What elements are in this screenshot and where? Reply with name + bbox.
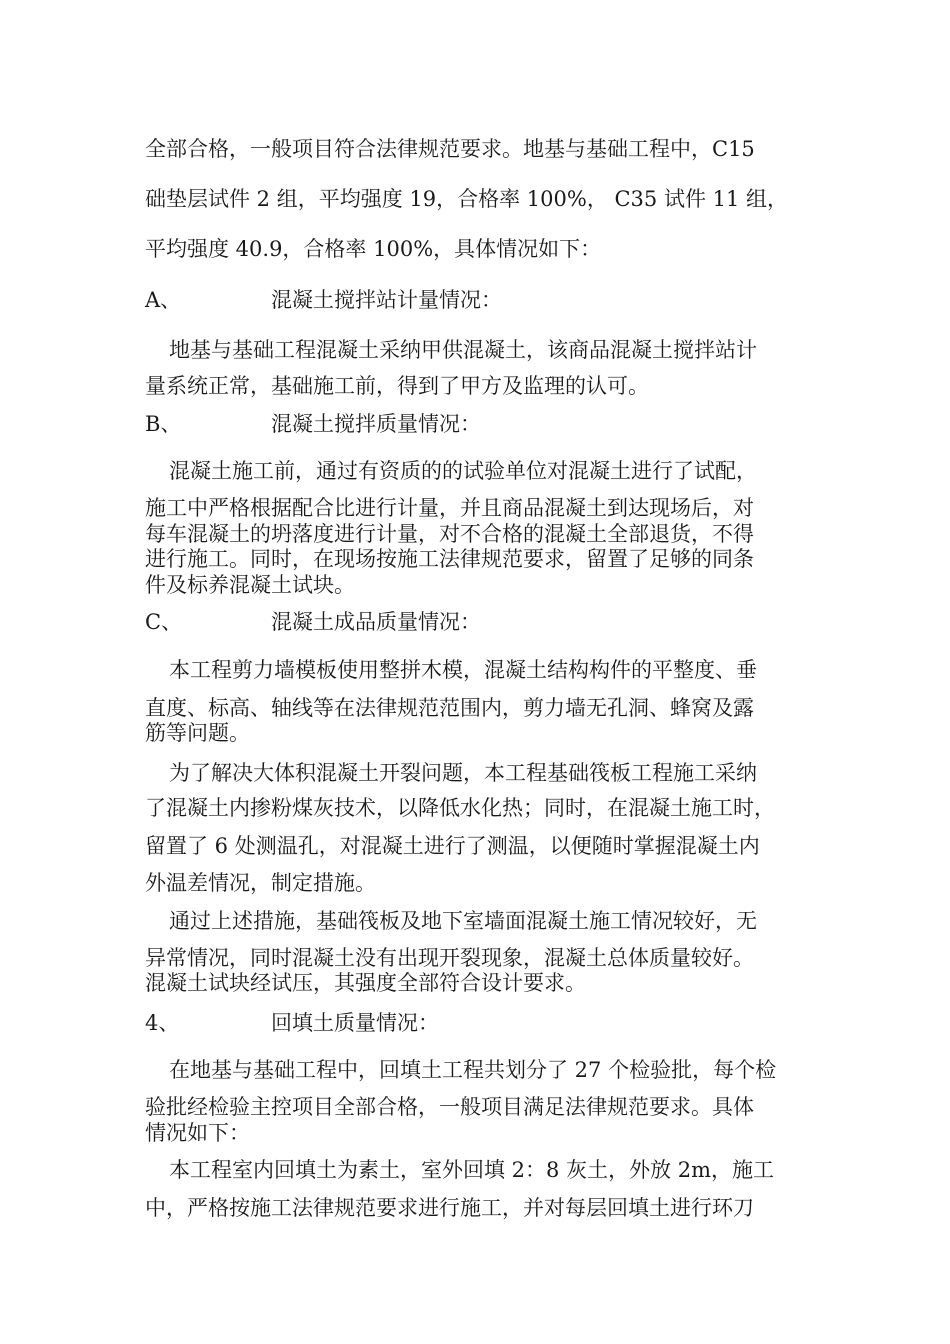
text-line: 了混凝土内掺粉煤灰技术，以降低水化热；同时，在混凝土施工时， xyxy=(145,796,775,820)
section-title: 混凝土搅拌站计量情况： xyxy=(271,288,502,312)
text-line: 平均强度 40.9，合格率 100%，具体情况如下： xyxy=(145,237,602,261)
section-marker: B、 xyxy=(145,412,182,436)
section-title: 混凝土搅拌质量情况： xyxy=(271,412,481,436)
text-line: 全部合格，一般项目符合法律规范要求。地基与基础工程中，C15 xyxy=(145,137,755,161)
text-line: 量系统正常，基础施工前，得到了甲方及监理的认可。 xyxy=(145,374,649,398)
text-line: 本工程剪力墙模板使用整拼木模，混凝土结构构件的平整度、垂 xyxy=(169,658,757,682)
text-line: 在地基与基础工程中，回填土工程共划分了 27 个检验批，每个检 xyxy=(169,1058,777,1082)
text-line: 中，严格按施工法律规范要求进行施工，并对每层回填土进行环刀 xyxy=(145,1196,754,1220)
text-line: 异常情况，同时混凝土没有出现开裂现象，混凝土总体质量较好。 xyxy=(145,946,754,970)
text-line: 通过上述措施，基础筏板及地下室墙面混凝土施工情况较好，无 xyxy=(169,909,757,933)
text-line: 每车混凝土的坍落度进行计量，对不合格的混凝土全部退货，不得 xyxy=(145,522,754,546)
text-line: 筋等问题。 xyxy=(145,721,250,745)
section-marker: A、 xyxy=(145,288,182,312)
section-marker: 4、 xyxy=(145,1011,180,1035)
section-title: 回填土质量情况： xyxy=(271,1011,439,1035)
text-line: 进行施工。同时，在现场按施工法律规范要求，留置了足够的同条 xyxy=(145,547,754,571)
section-heading-a xyxy=(145,287,825,313)
text-line: 外温差情况，制定措施。 xyxy=(145,871,376,895)
text-line: 础垫层试件 2 组，平均强度 19，合格率 100%， C35 试件 11 组， xyxy=(145,187,789,211)
text-line: 直度、标高、轴线等在法律规范范围内，剪力墙无孔洞、蜂窝及露 xyxy=(145,696,754,720)
text-line: 件及标养混凝土试块。 xyxy=(145,573,355,597)
text-line: 为了解决大体积混凝土开裂问题，本工程基础筏板工程施工采纳 xyxy=(169,761,757,785)
text-line: 混凝土试块经试压，其强度全部符合设计要求。 xyxy=(145,971,586,995)
text-line: 本工程室内回填土为素土，室外回填 2：8 灰土，外放 2m，施工 xyxy=(169,1158,775,1182)
text-line: 验批经检验主控项目全部合格，一般项目满足法律规范要求。具体 xyxy=(145,1095,754,1119)
section-title: 混凝土成品质量情况： xyxy=(271,610,481,634)
section-heading-4 xyxy=(145,1010,825,1036)
text-line: 施工中严格根据配合比进行计量，并且商品混凝土到达现场后，对 xyxy=(145,496,754,520)
section-heading-b xyxy=(145,411,825,437)
text-line: 混凝土施工前，通过有资质的的试验单位对混凝土进行了试配， xyxy=(169,459,757,483)
section-heading-c xyxy=(145,609,825,635)
text-line: 地基与基础工程混凝土采纳甲供混凝土，该商品混凝土搅拌站计 xyxy=(169,338,757,362)
text-line: 情况如下： xyxy=(145,1121,250,1145)
text-line: 留置了 6 处测温孔，对混凝土进行了测温，以便随时掌握混凝土内 xyxy=(145,834,760,858)
section-marker: C、 xyxy=(145,610,183,634)
